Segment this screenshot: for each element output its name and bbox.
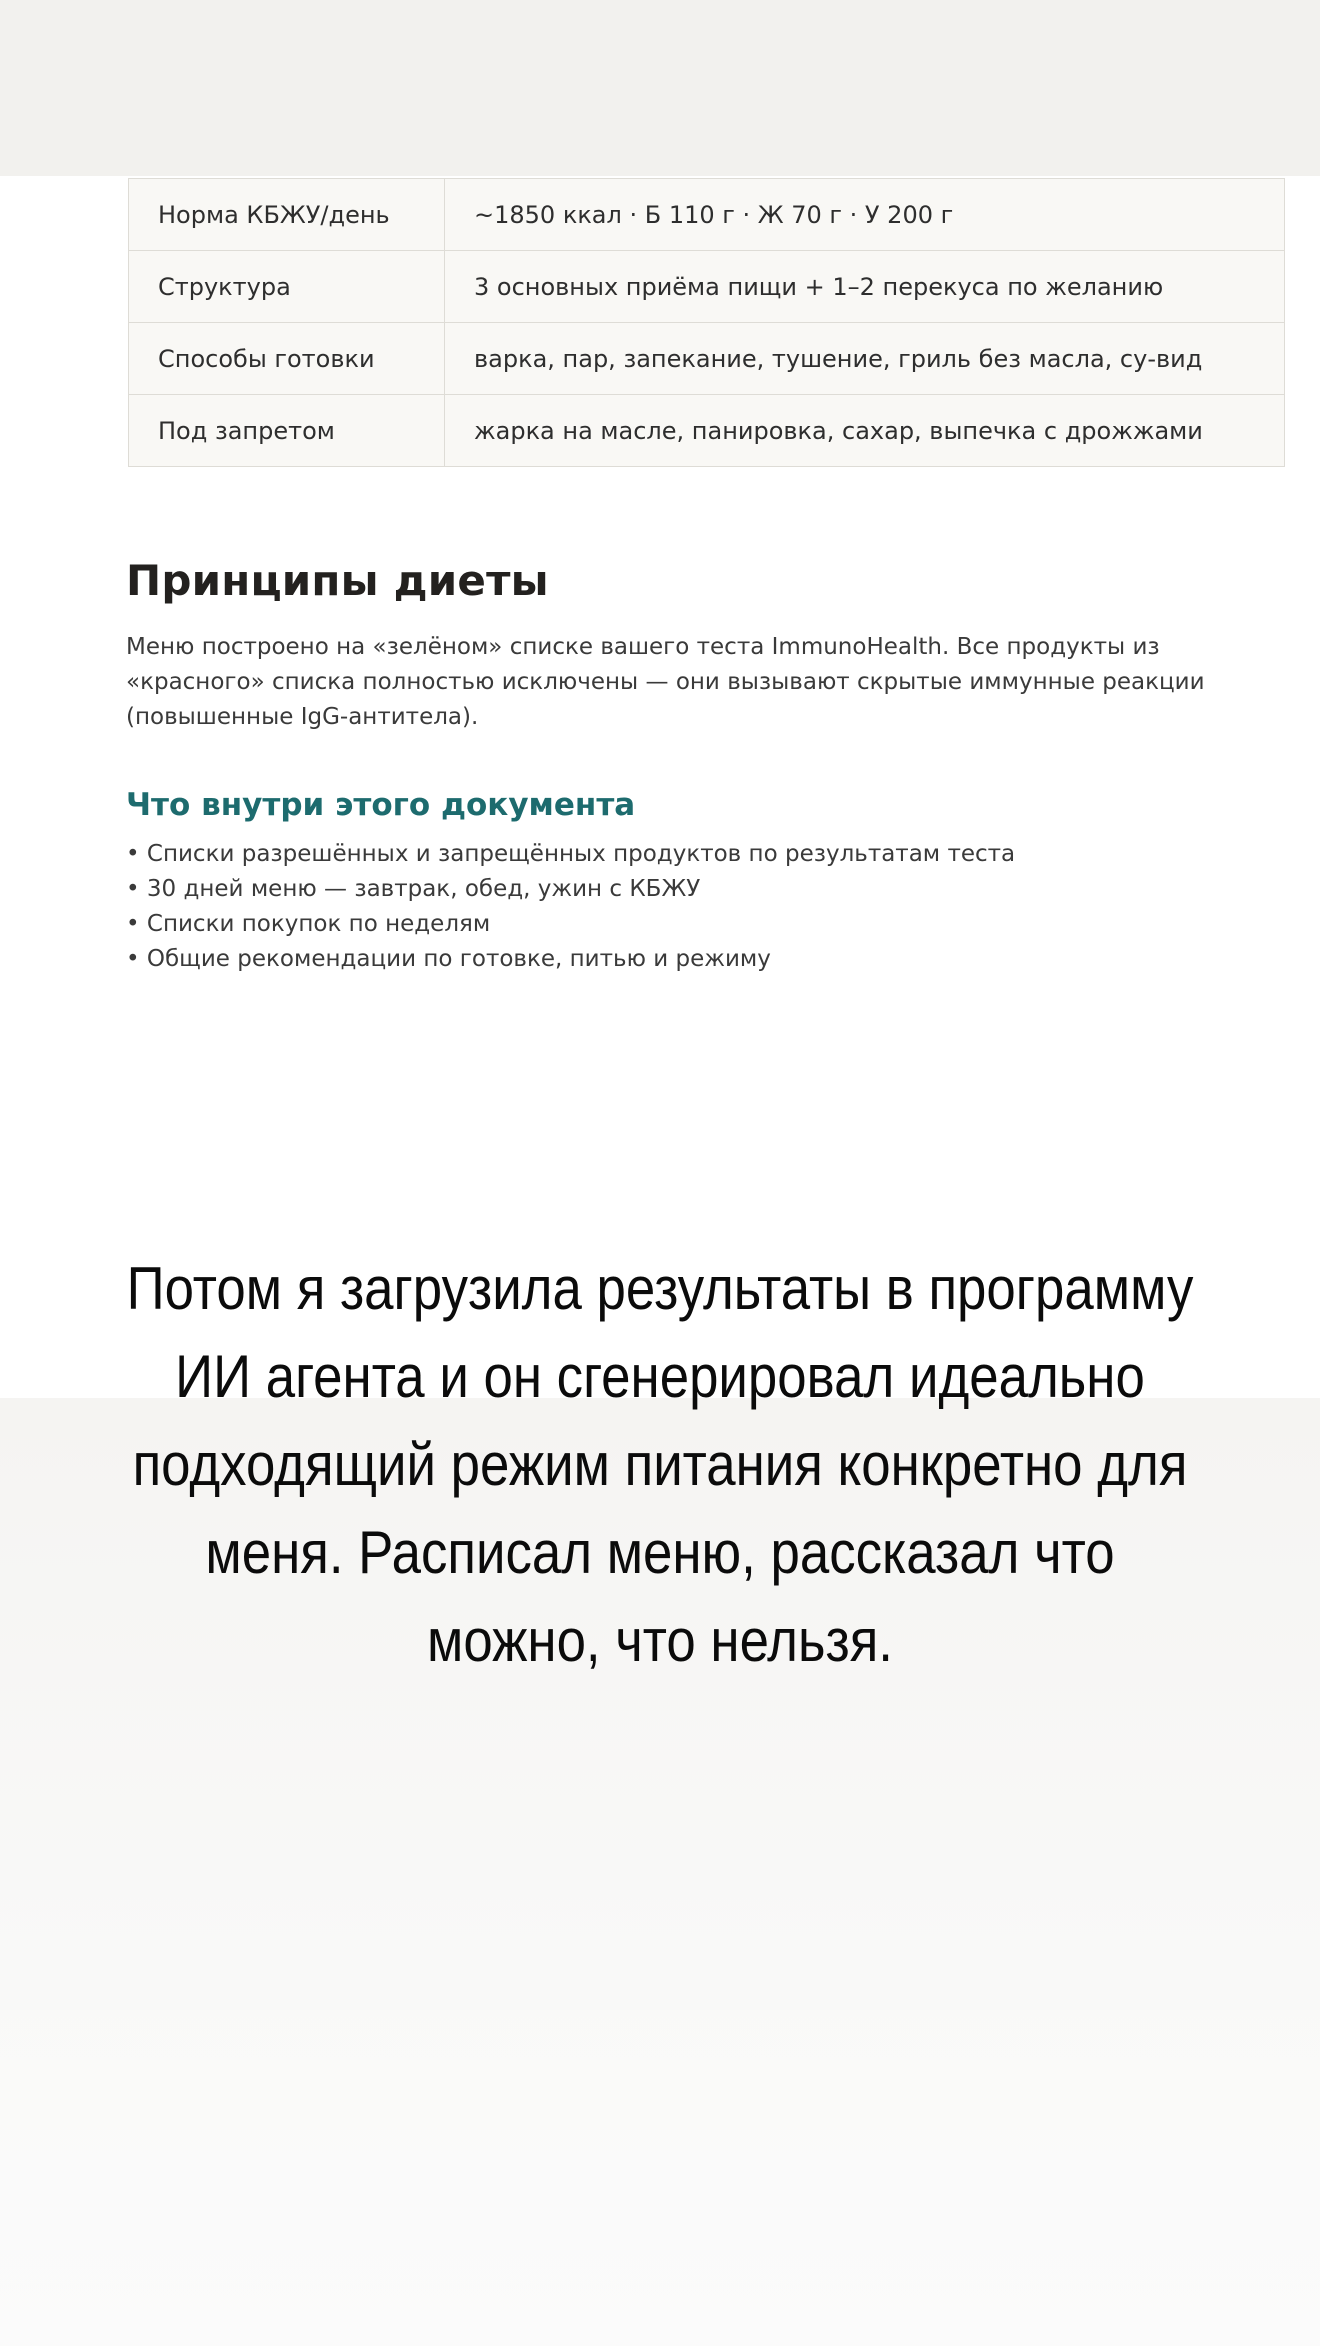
contents-heading: Что внутри этого документа xyxy=(126,787,636,823)
story-caption: Потом я загрузила результаты в программу ИИ агента и он сгенерировал идеально подходящий режим питания конкретно для меня. Расписал меню, рассказал что можно, что нельзя. xyxy=(126,1255,1194,1674)
list-item: • Общие рекомендации по готовке, питью и режиму xyxy=(126,942,1015,977)
row-value-kbju: ~1850 ккал · Б 110 г · Ж 70 г · У 200 г xyxy=(445,179,1285,251)
row-label-structure: Структура xyxy=(129,251,445,323)
table-row xyxy=(129,323,1285,395)
row-label-kbju: Норма КБЖУ/день xyxy=(129,179,445,251)
table-row xyxy=(129,179,1285,251)
list-item: • Списки разрешённых и запрещённых продуктов по результатам теста xyxy=(126,837,1015,872)
diet-parameters-table xyxy=(128,178,1285,467)
list-item: • Списки покупок по неделям xyxy=(126,907,1015,942)
top-background-band xyxy=(0,0,1320,176)
principles-paragraph: Меню построено на «зелёном» списке вашего теста ImmunoHealth. Все продукты из «красного» списка полностью исключены — они вызывают скрытые иммунные реакции (повышенные IgG-антитела). xyxy=(126,634,1205,730)
row-value-cooking-methods: варка, пар, запекание, тушение, гриль без масла, су-вид xyxy=(445,323,1285,395)
row-value-structure: 3 основных приёма пищи + 1–2 перекуса по желанию xyxy=(445,251,1285,323)
row-label-cooking-methods: Способы готовки xyxy=(129,323,445,395)
table-row xyxy=(129,395,1285,467)
contents-list xyxy=(126,837,1015,977)
principles-heading: Принципы диеты xyxy=(126,556,549,605)
row-value-forbidden: жарка на масле, панировка, сахар, выпечка с дрожжами xyxy=(445,395,1285,467)
row-label-forbidden: Под запретом xyxy=(129,395,445,467)
list-item: • 30 дней меню — завтрак, обед, ужин с КБЖУ xyxy=(126,872,1015,907)
table-row xyxy=(129,251,1285,323)
